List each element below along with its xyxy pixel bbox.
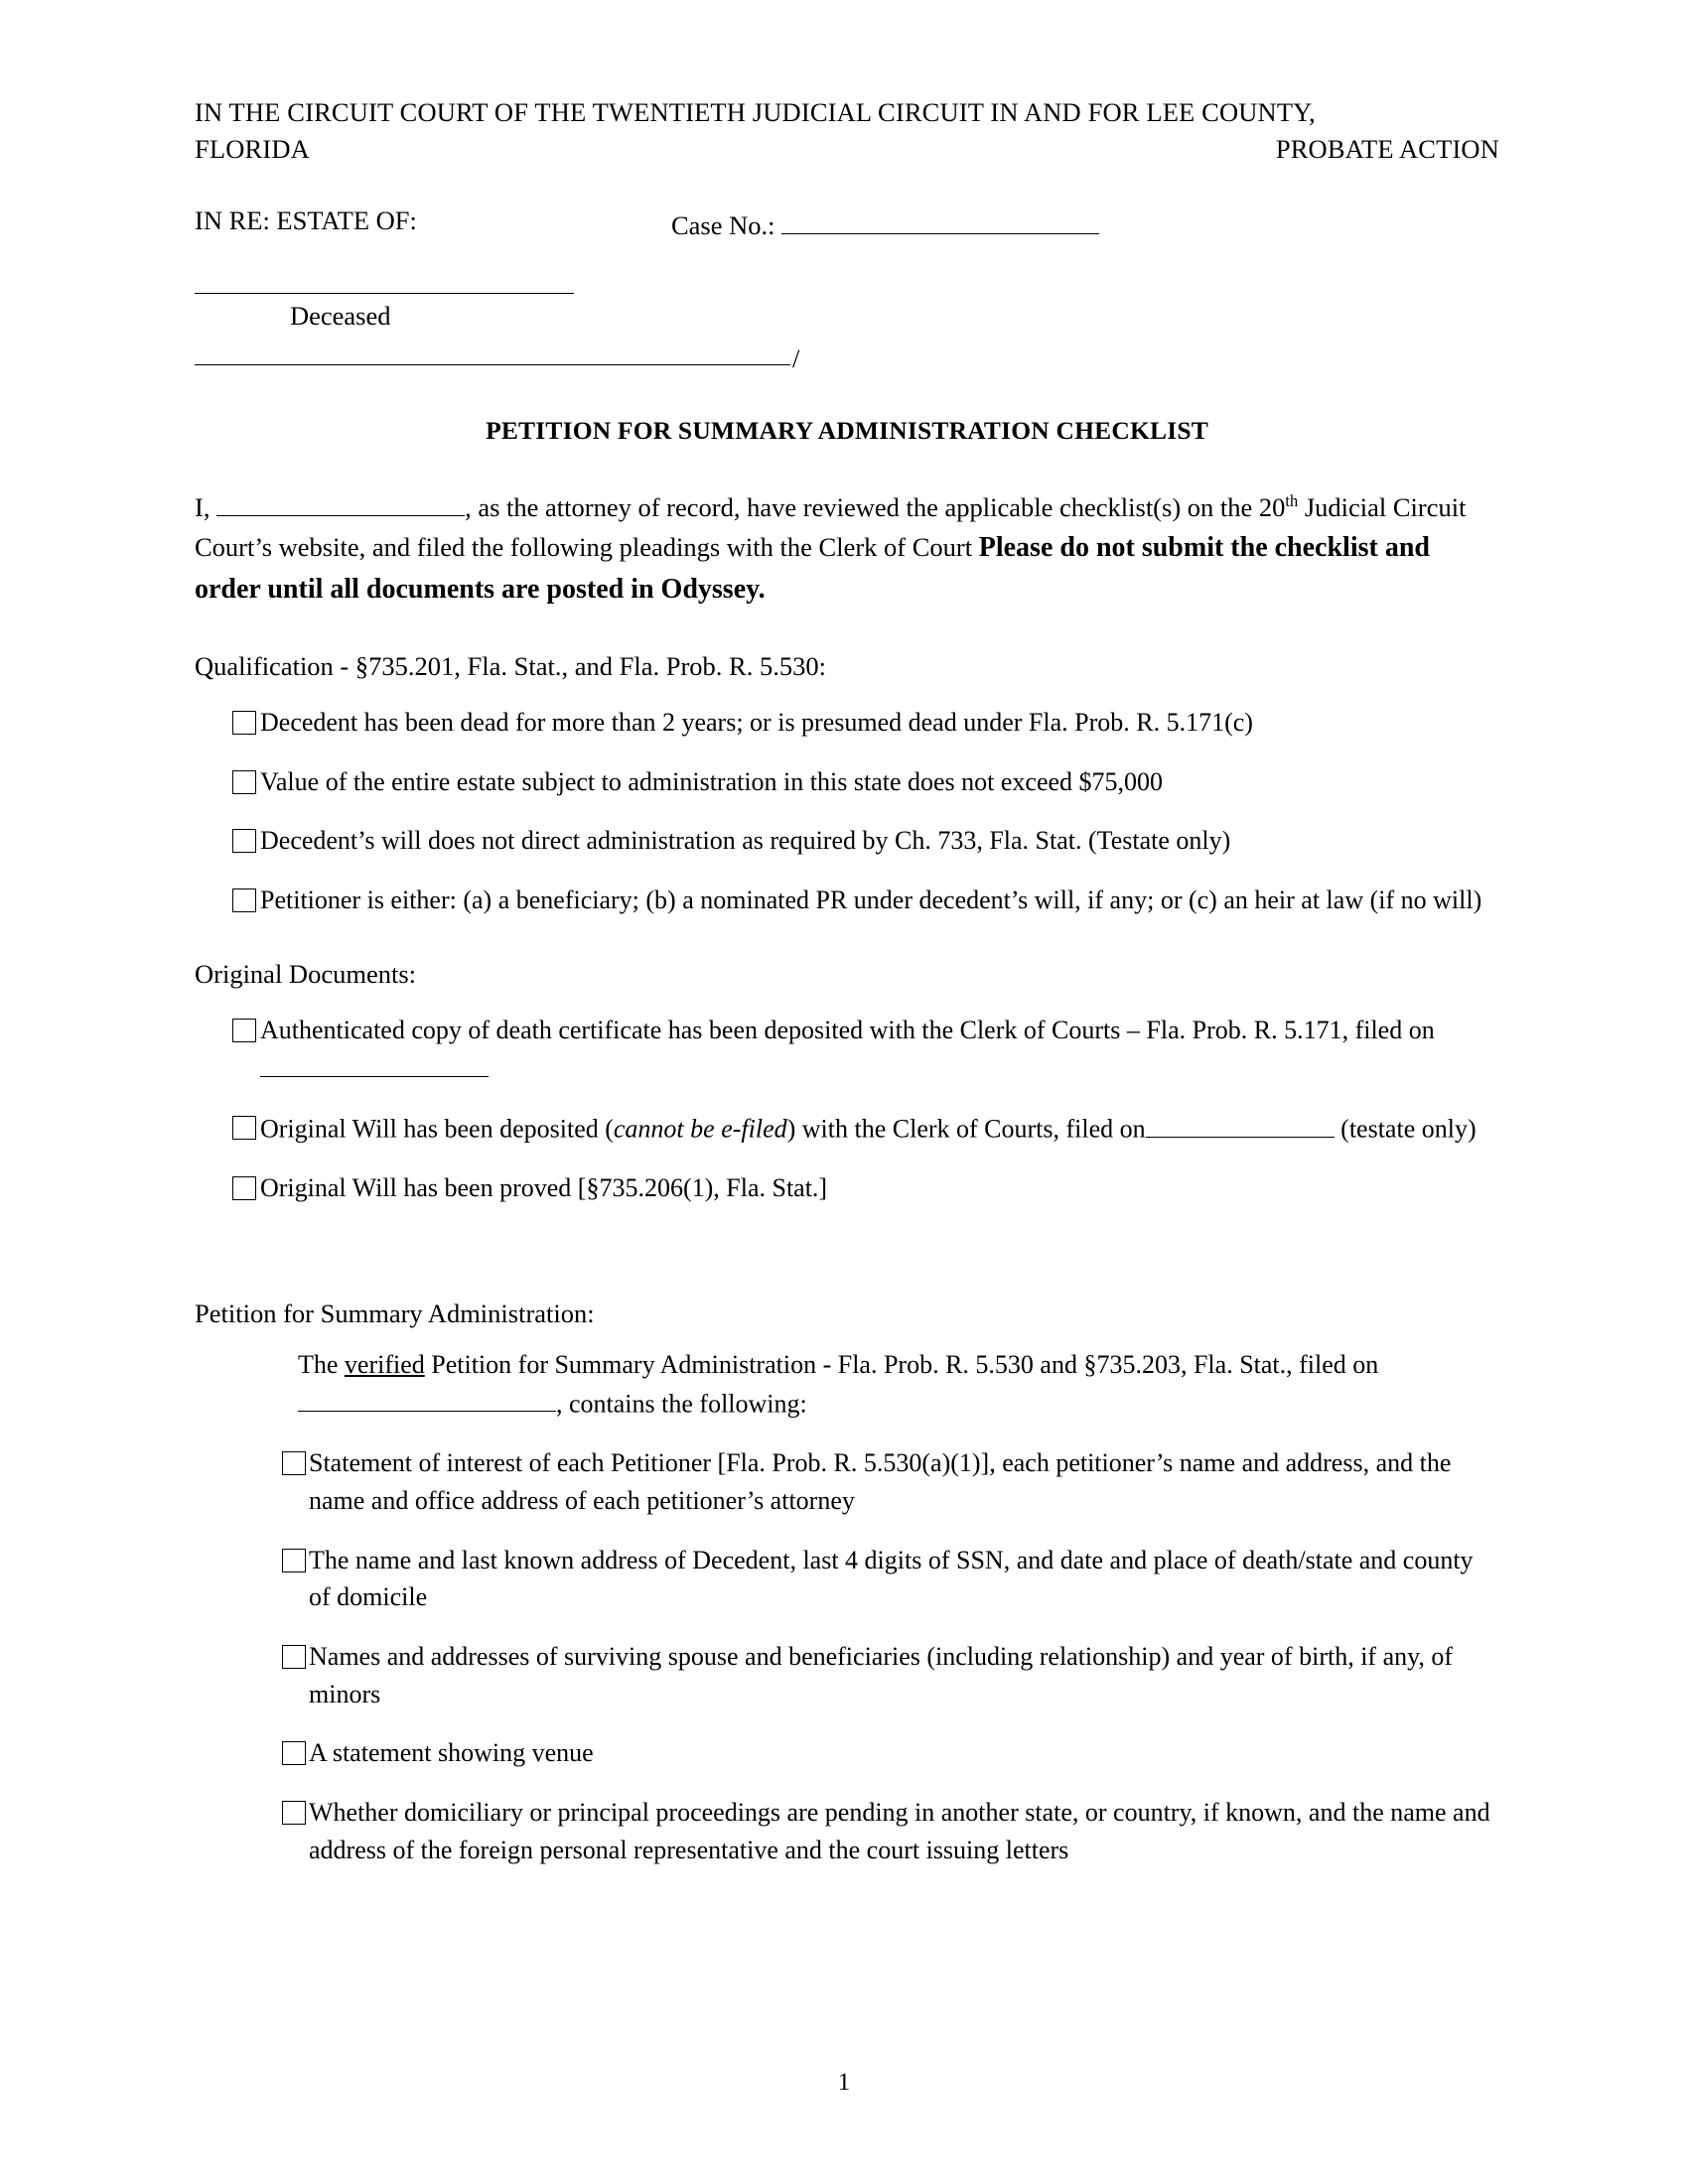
checkbox-cell[interactable] <box>195 1444 309 1519</box>
caption-slash: / <box>792 343 800 373</box>
checklist-item-label: Petitioner is either: (a) a beneficiary; (b) a nominated PR under decedent’s will, if any; or (c) an heir at law (if no will) <box>260 885 1482 914</box>
original-will-deposited-pre: Original Will has been deposited ( <box>260 1114 614 1144</box>
checklist-item[interactable] <box>195 1638 1499 1712</box>
checklist-item-label: Whether domiciliary or principal proceedings are pending in another state, or country, if known, and the name and address of the foreign personal representative and the court issuing letters <box>309 1798 1490 1864</box>
checklist-item-label: Names and addresses of surviving spouse and beneficiaries (including relationship) and year of birth, if any, of minors <box>309 1642 1454 1708</box>
original-will-deposited-post: (testate only) <box>1334 1114 1477 1144</box>
checkbox-icon[interactable] <box>282 1645 306 1669</box>
in-re-estate-label: IN RE: ESTATE OF: <box>195 205 417 236</box>
verified-underline: verified <box>344 1349 425 1379</box>
intro-part3: Judicial Circuit Court’s website, and filed the following pleadings with the Clerk of Court <box>195 491 1467 562</box>
page-number: 1 <box>837 2069 851 2096</box>
checklist-item[interactable] <box>201 1169 1499 1207</box>
checkbox-icon[interactable] <box>232 1116 256 1140</box>
original-will-filed-date-blank[interactable] <box>1146 1109 1335 1137</box>
cannot-be-efiled-emphasis: cannot be e-filed <box>613 1114 787 1144</box>
estate-case-row <box>195 205 1499 241</box>
checkbox-icon[interactable] <box>232 770 256 794</box>
checkbox-icon[interactable] <box>282 1801 306 1825</box>
caption-closing-line <box>195 345 1499 372</box>
death-certificate-text: Authenticated copy of death certificate has been deposited with the Clerk of Courts – Fla. Prob. R. 5.171, filed on <box>260 1015 1435 1044</box>
checkbox-icon[interactable] <box>232 1176 256 1200</box>
intro-paragraph <box>195 487 1499 612</box>
odyssey-note: Please do not submit the checklist and order until all documents are posted in Odyssey. <box>195 531 1430 606</box>
petition-lead-pre: The <box>298 1349 345 1379</box>
case-number-blank[interactable] <box>781 205 1099 234</box>
intro-part1: I, <box>195 491 217 522</box>
checkbox-cell[interactable] <box>201 822 260 860</box>
checkbox-cell[interactable] <box>201 1169 260 1207</box>
checkbox-icon[interactable] <box>232 1019 256 1042</box>
qualification-checklist <box>195 704 1499 919</box>
checklist-item-label: The name and last known address of Decedent, last 4 digits of SSN, and date and place of death/state and county of domicile <box>309 1545 1474 1612</box>
petition-checklist <box>195 1444 1499 1868</box>
checkbox-cell[interactable] <box>195 1542 309 1616</box>
deceased-label: Deceased <box>290 301 391 331</box>
checklist-item[interactable] <box>195 1734 1499 1772</box>
original-will-deposited-mid: ) with the Clerk of Courts, filed on <box>786 1114 1146 1144</box>
case-number-field[interactable] <box>671 205 1099 241</box>
checklist-item-label: Decedent’s will does not direct administration as required by Ch. 733, Fla. Stat. (Testate only) <box>260 826 1231 856</box>
court-name-line: IN THE CIRCUIT COURT OF THE TWENTIETH JUDICIAL CIRCUIT IN AND FOR LEE COUNTY, <box>195 97 1316 127</box>
checklist-item[interactable] <box>201 1109 1499 1148</box>
checkbox-icon[interactable] <box>282 1549 306 1572</box>
court-header <box>195 94 1499 168</box>
checklist-item[interactable] <box>201 882 1499 919</box>
court-header-second-line <box>195 131 1499 168</box>
checkbox-cell[interactable] <box>201 1012 260 1088</box>
petition-lead-paragraph <box>195 1345 1499 1423</box>
checkbox-icon[interactable] <box>232 829 256 853</box>
checklist-item-label: Value of the entire estate subject to administration in this state does not exceed $75,000 <box>260 766 1164 796</box>
action-type-label: PROBATE ACTION <box>1275 134 1499 165</box>
intro-part2: , as the attorney of record, have reviewed the applicable checklist(s) on the 20 <box>465 491 1286 522</box>
attorney-name-blank[interactable] <box>216 487 465 516</box>
checkbox-cell[interactable] <box>195 1734 309 1772</box>
death-certificate-filed-date-blank[interactable] <box>260 1048 489 1076</box>
petition-lead-post: , contains the following: <box>556 1389 807 1419</box>
caption-rule <box>195 362 790 365</box>
page-title: PETITION FOR SUMMARY ADMINISTRATION CHECKLIST <box>486 415 1208 445</box>
checklist-item[interactable] <box>201 822 1499 860</box>
checklist-item-label: Statement of interest of each Petitioner [Fla. Prob. R. 5.530(a)(1)], each petitioner’s name and address, and the name and office address of each petitioner’s attorney <box>309 1448 1452 1515</box>
section-heading-petition: Petition for Summary Administration: <box>195 1297 595 1328</box>
checkbox-cell[interactable] <box>201 704 260 742</box>
section-heading-qualification: Qualification - §735.201, Fla. Stat., and Fla. Prob. R. 5.530: <box>195 650 826 681</box>
checklist-item[interactable] <box>201 704 1499 742</box>
deceased-block <box>195 291 1499 372</box>
section-spacer <box>195 1207 1499 1259</box>
checkbox-cell[interactable] <box>201 763 260 801</box>
checklist-item-label: A statement showing venue <box>309 1738 594 1768</box>
checkbox-cell[interactable] <box>201 882 260 919</box>
intro-superscript: th <box>1285 490 1299 510</box>
decedent-name-blank[interactable] <box>195 291 574 294</box>
checklist-item-label <box>260 1109 1499 1148</box>
checklist-item[interactable] <box>195 1444 1499 1519</box>
checkbox-icon[interactable] <box>282 1741 306 1765</box>
section-heading-original-documents: Original Documents: <box>195 958 416 989</box>
case-number-label: Case No.: <box>671 210 775 240</box>
petition-lead-mid: Petition for Summary Administration - Fla. Prob. R. 5.530 and §735.203, Fla. Stat., filed on <box>424 1349 1379 1379</box>
state-label: FLORIDA <box>195 134 310 165</box>
checklist-item[interactable] <box>201 1012 1499 1088</box>
checkbox-cell[interactable] <box>195 1794 309 1868</box>
checklist-item[interactable] <box>201 763 1499 801</box>
checklist-item[interactable] <box>195 1794 1499 1868</box>
checklist-item-label: Original Will has been proved [§735.206(1), Fla. Stat.] <box>260 1173 828 1203</box>
checkbox-cell[interactable] <box>195 1638 309 1712</box>
checkbox-cell[interactable] <box>201 1109 260 1148</box>
petition-filed-date-blank[interactable] <box>298 1384 556 1412</box>
checkbox-icon[interactable] <box>282 1451 306 1475</box>
checklist-item[interactable] <box>195 1542 1499 1616</box>
checkbox-icon[interactable] <box>232 888 256 912</box>
checkbox-icon[interactable] <box>232 711 256 735</box>
checklist-item-label <box>260 1012 1499 1088</box>
original-documents-checklist <box>195 1012 1499 1207</box>
checklist-item-label: Decedent has been dead for more than 2 years; or is presumed dead under Fla. Prob. R. 5.171(c) <box>260 707 1253 737</box>
